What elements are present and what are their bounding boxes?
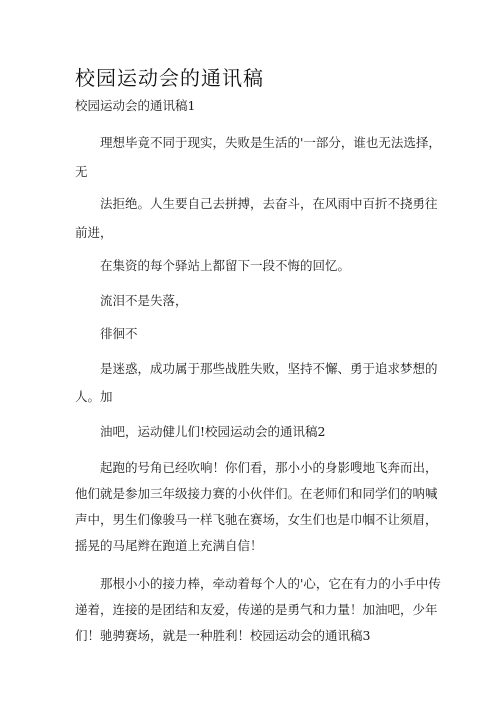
document-title: 校园运动会的通讯稿 — [75, 66, 264, 90]
paragraph-line: 油吧，运动健儿们!校园运动会的通讯稿2 — [100, 424, 326, 439]
paragraph-line: 人。加 — [75, 389, 113, 404]
paragraph-line: 起跑的号角已经吹响！你们看，那小小的身影嗖地飞奔而出， — [100, 460, 438, 475]
paragraph-line: 徘徊不 — [100, 326, 138, 341]
paragraph-line: 流泪不是失落， — [100, 293, 188, 308]
paragraph-line: 前进， — [75, 225, 113, 240]
paragraph-line: 声中，男生们像骏马一样飞驰在赛场，女生们也是巾帼不让须眉， — [75, 512, 438, 527]
paragraph-line: 们！驰骋赛场，就是一种胜利！校园运动会的通讯稿3 — [75, 628, 371, 643]
paragraph-line: 他们就是参加三年级接力赛的小伙伴们。在老师们和同学们的呐喊 — [75, 486, 438, 501]
paragraph-line: 摇晃的马尾辫在跑道上充满自信！ — [75, 538, 263, 553]
paragraph-line: 递着，连接的是团结和友爱，传递的是勇气和力量！加油吧，少年 — [75, 602, 438, 617]
paragraph-line: 法拒绝。人生要自己去拼搏，去奋斗，在风雨中百折不挠勇往 — [100, 196, 438, 211]
paragraph-line: 理想毕竟不同于现实，失败是生活的'一部分，谁也无法选择， — [100, 135, 441, 150]
paragraph-line: 那根小小的接力棒，牵动着每个人的'心，它在有力的小手中传 — [100, 576, 441, 591]
paragraph-line: 在集资的每个驿站上都留下一段不悔的回忆。 — [100, 258, 351, 273]
subheading-1: 校园运动会的通讯稿1 — [75, 98, 196, 113]
paragraph-line: 是迷惑，成功属于那些战胜失败，坚持不懈、勇于追求梦想的 — [100, 361, 438, 376]
paragraph-line: 无 — [75, 164, 88, 179]
